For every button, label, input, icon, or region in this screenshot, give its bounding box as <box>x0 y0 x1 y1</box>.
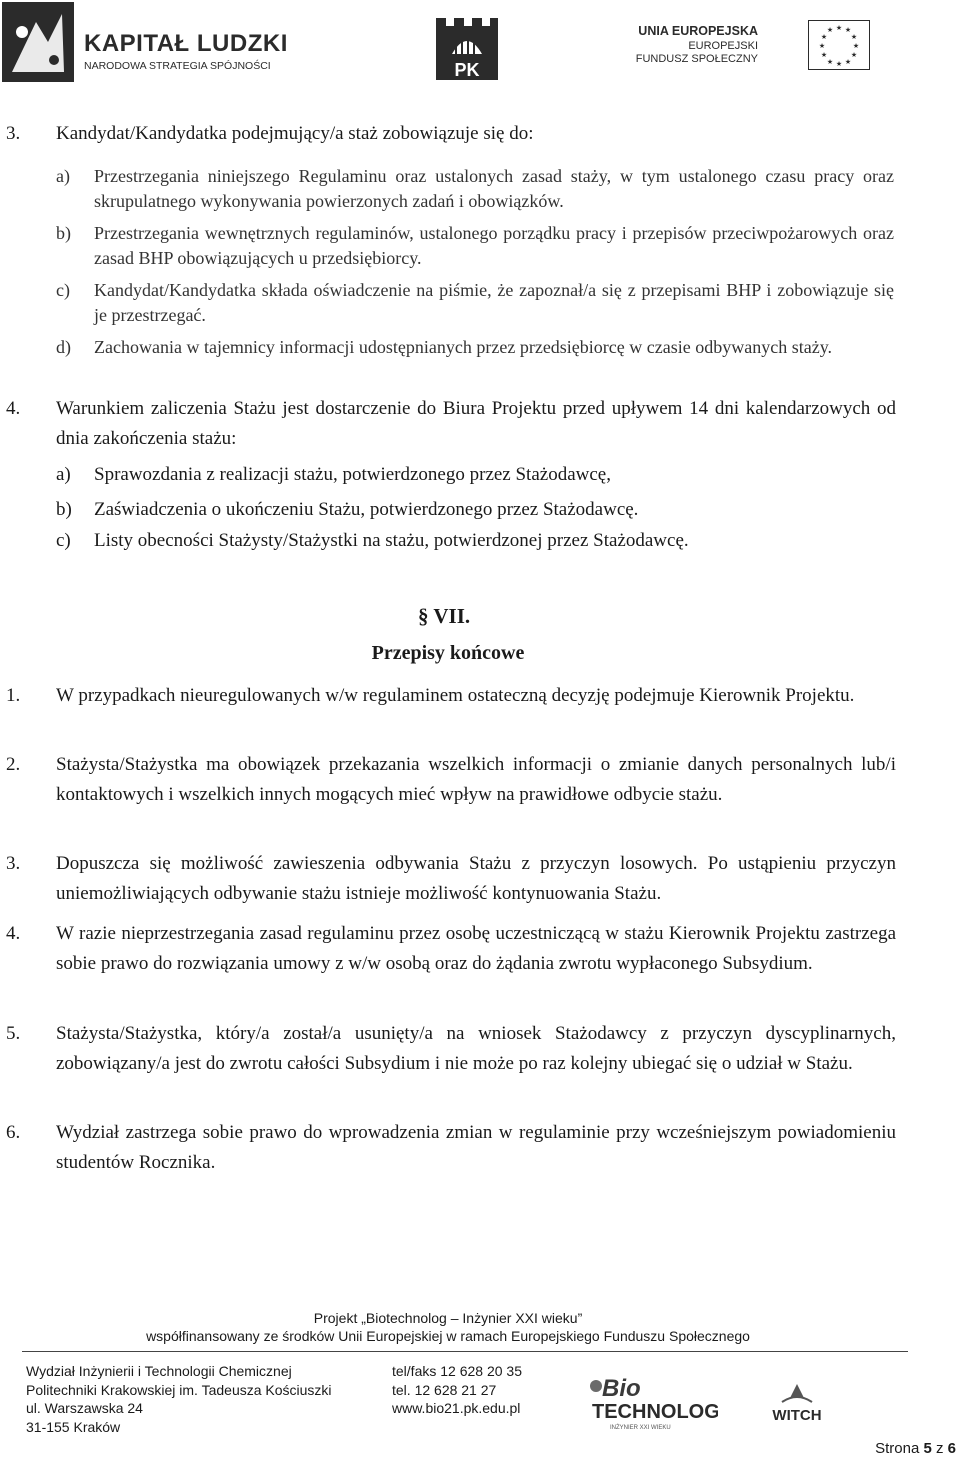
bio-logo-sub: INŻYNIER XXI WIEKU <box>610 1425 671 1431</box>
final-point-5-text: Stażysta/Stażystka, który/a został/a usunięty/a na wniosek Stażodawcy z przyczyn dyscyplinarnych, zobowiązany/a jest do zwrotu całości Subsydium i nie może po raz kolejny ubiegać się o udział w Stażu. <box>56 1023 896 1074</box>
footer-address <box>26 1362 332 1436</box>
svg-text:★: ★ <box>820 33 828 41</box>
pk-university-logo <box>432 14 502 82</box>
point-4-number: 4. <box>6 398 21 419</box>
eu-flag-icon <box>808 20 870 70</box>
item-4c-letter: c) <box>56 530 71 551</box>
svg-text:★: ★ <box>820 51 828 59</box>
footer-contact <box>392 1362 522 1418</box>
svg-text:★: ★ <box>844 26 852 34</box>
section-number: § VII. <box>418 604 471 628</box>
item-4a-text: Sprawozdania z realizacji stażu, potwierdzonego przez Stażodawcę, <box>94 464 611 485</box>
witch-logo <box>752 1380 842 1428</box>
eu-line-1: UNIA EUROPEJSKA <box>638 24 758 38</box>
svg-text:★: ★ <box>844 58 852 66</box>
footer-project-line: Projekt „Biotechnolog – Inżynier XXI wieku” <box>313 1310 583 1326</box>
svg-text:★: ★ <box>850 33 858 41</box>
footer-divider <box>22 1351 908 1352</box>
footer-address-line: Wydział Inżynierii i Technologii Chemicznej <box>26 1363 292 1379</box>
svg-text:★: ★ <box>826 26 834 34</box>
kapital-ludzki-emblem-icon <box>2 2 74 82</box>
item-3d-letter: d) <box>56 337 71 357</box>
bio-logo-main: TECHNOLOG <box>592 1401 718 1423</box>
footer-fax: tel/faks 12 628 20 35 <box>392 1363 522 1379</box>
footer-address-line: ul. Warszawska 24 <box>26 1400 143 1416</box>
biotechnolog-logo <box>588 1372 718 1432</box>
item-3b-letter: b) <box>56 223 71 243</box>
item-3c-text: Kandydat/Kandydatka składa oświadczenie na piśmie, że zapoznał/a się z przepisami BHP i zobowiązuje się je przestrzegać. <box>94 280 894 325</box>
point-4-text: Warunkiem zaliczenia Stażu jest dostarczenie do Biura Projektu przed upływem 14 dni kalendarzowych od dnia zakończenia stażu: <box>56 398 896 449</box>
eu-logo <box>635 18 950 78</box>
pk-logo-text: PK <box>454 60 480 80</box>
svg-text:★: ★ <box>850 51 858 59</box>
final-point-4-text: W razie nieprzestrzegania zasad regulaminu przez osobę uczestniczącą w stażu Kierownik Projektu zastrzega sobie prawo do rozwiązania umowy z w/w osobą oraz do żądania zwrotu wypłaconego Subsydium. <box>56 923 896 974</box>
bio-logo-word: Bio <box>602 1375 641 1402</box>
point-3-number: 3. <box>6 123 21 144</box>
final-point-4-number: 4. <box>6 923 21 944</box>
page-current: 5 <box>923 1440 932 1457</box>
footer-phone: tel. 12 628 21 27 <box>392 1381 497 1398</box>
footer-address-line: 31-155 Kraków <box>26 1418 121 1435</box>
footer-website-link[interactable]: www.bio21.pk.edu.pl <box>392 1400 521 1416</box>
witch-logo-text: WITCH <box>772 1407 822 1424</box>
item-3b-text: Przestrzegania wewnętrznych regulaminów, ustalonego porządku pracy i przepisów przeciwpożarowych oraz zasad BHP obowiązujących u przedsiębiorcy. <box>94 223 894 268</box>
page-total: 6 <box>947 1440 956 1457</box>
svg-text:★: ★ <box>835 24 843 32</box>
point-3-text: Kandydat/Kandydatka podejmujący/a staż zobowiązuje się do: <box>56 123 534 144</box>
final-point-2-number: 2. <box>6 754 21 775</box>
svg-text:★: ★ <box>826 58 834 66</box>
final-point-6-number: 6. <box>6 1122 21 1143</box>
item-3a-letter: a) <box>56 166 70 186</box>
item-4b-text: Zaświadczenia o ukończeniu Stażu, potwierdzonego przez Stażodawcę. <box>94 499 639 520</box>
page-prefix: Strona <box>875 1440 920 1457</box>
svg-text:★: ★ <box>818 42 826 50</box>
final-point-2-text: Stażysta/Stażystka ma obowiązek przekazania wszelkich informacji o zmianie danych personalnych lub/i kontaktowych i wszelkich innych mogących mieć wpływ na prawidłowe odbycie stażu. <box>56 754 896 805</box>
kapital-ludzki-title: KAPITAŁ LUDZKI <box>84 30 288 57</box>
eu-line-3: FUNDUSZ SPOŁECZNY <box>635 53 758 65</box>
final-point-1-text: W przypadkach nieuregulowanych w/w regulaminem ostateczną decyzję podejmuje Kierownik Projektu. <box>56 685 855 706</box>
final-point-3-text: Dopuszcza się możliwość zawieszenia odbywania Stażu z przyczyn losowych. Po ustąpieniu przyczyn uniemożliwiających odbywanie stażu istnieje możliwość kontynuowania Stażu. <box>56 853 896 904</box>
page-header <box>0 0 960 100</box>
svg-text:★: ★ <box>852 42 860 50</box>
item-3d-text: Zachowania w tajemnicy informacji udostępnianych przez przedsiębiorcę w czasie odbywanych staży. <box>94 337 833 357</box>
eu-line-2: EUROPEJSKI <box>688 40 758 52</box>
kapital-ludzki-logo <box>2 2 292 82</box>
final-point-3-number: 3. <box>6 853 21 874</box>
final-point-1-number: 1. <box>6 685 21 706</box>
item-4a-letter: a) <box>56 464 71 485</box>
final-point-6-text: Wydział zastrzega sobie prawo do wprowadzenia zmian w regulaminie przy wcześniejszym powiadomieniu studentów Rocznika. <box>56 1122 896 1173</box>
item-3a-text: Przestrzegania niniejszego Regulaminu oraz ustalonych zasad staży, w tym ustalonego czasu pracy oraz skrupulatnego wykonywania powierzonych zadań i obowiązków. <box>94 166 894 211</box>
section-title: Przepisy końcowe <box>371 642 525 664</box>
footer-address-line: Politechniki Krakowskiej im. Tadeusza Kościuszki <box>26 1381 332 1398</box>
kapital-ludzki-subtitle: NARODOWA STRATEGIA SPÓJNOŚCI <box>84 60 271 72</box>
item-3c-letter: c) <box>56 280 70 300</box>
page-number <box>875 1440 956 1457</box>
page-mid: z <box>935 1440 944 1457</box>
item-4b-letter: b) <box>56 499 72 520</box>
svg-text:★: ★ <box>835 60 843 68</box>
item-4c-text: Listy obecności Stażysty/Stażystki na stażu, potwierdzonej przez Stażodawcę. <box>94 530 689 551</box>
final-point-5-number: 5. <box>6 1023 21 1044</box>
footer-funding-line: współfinansowany ze środków Unii Europejskiej w ramach Europejskiego Funduszu Społecznego <box>146 1328 750 1344</box>
